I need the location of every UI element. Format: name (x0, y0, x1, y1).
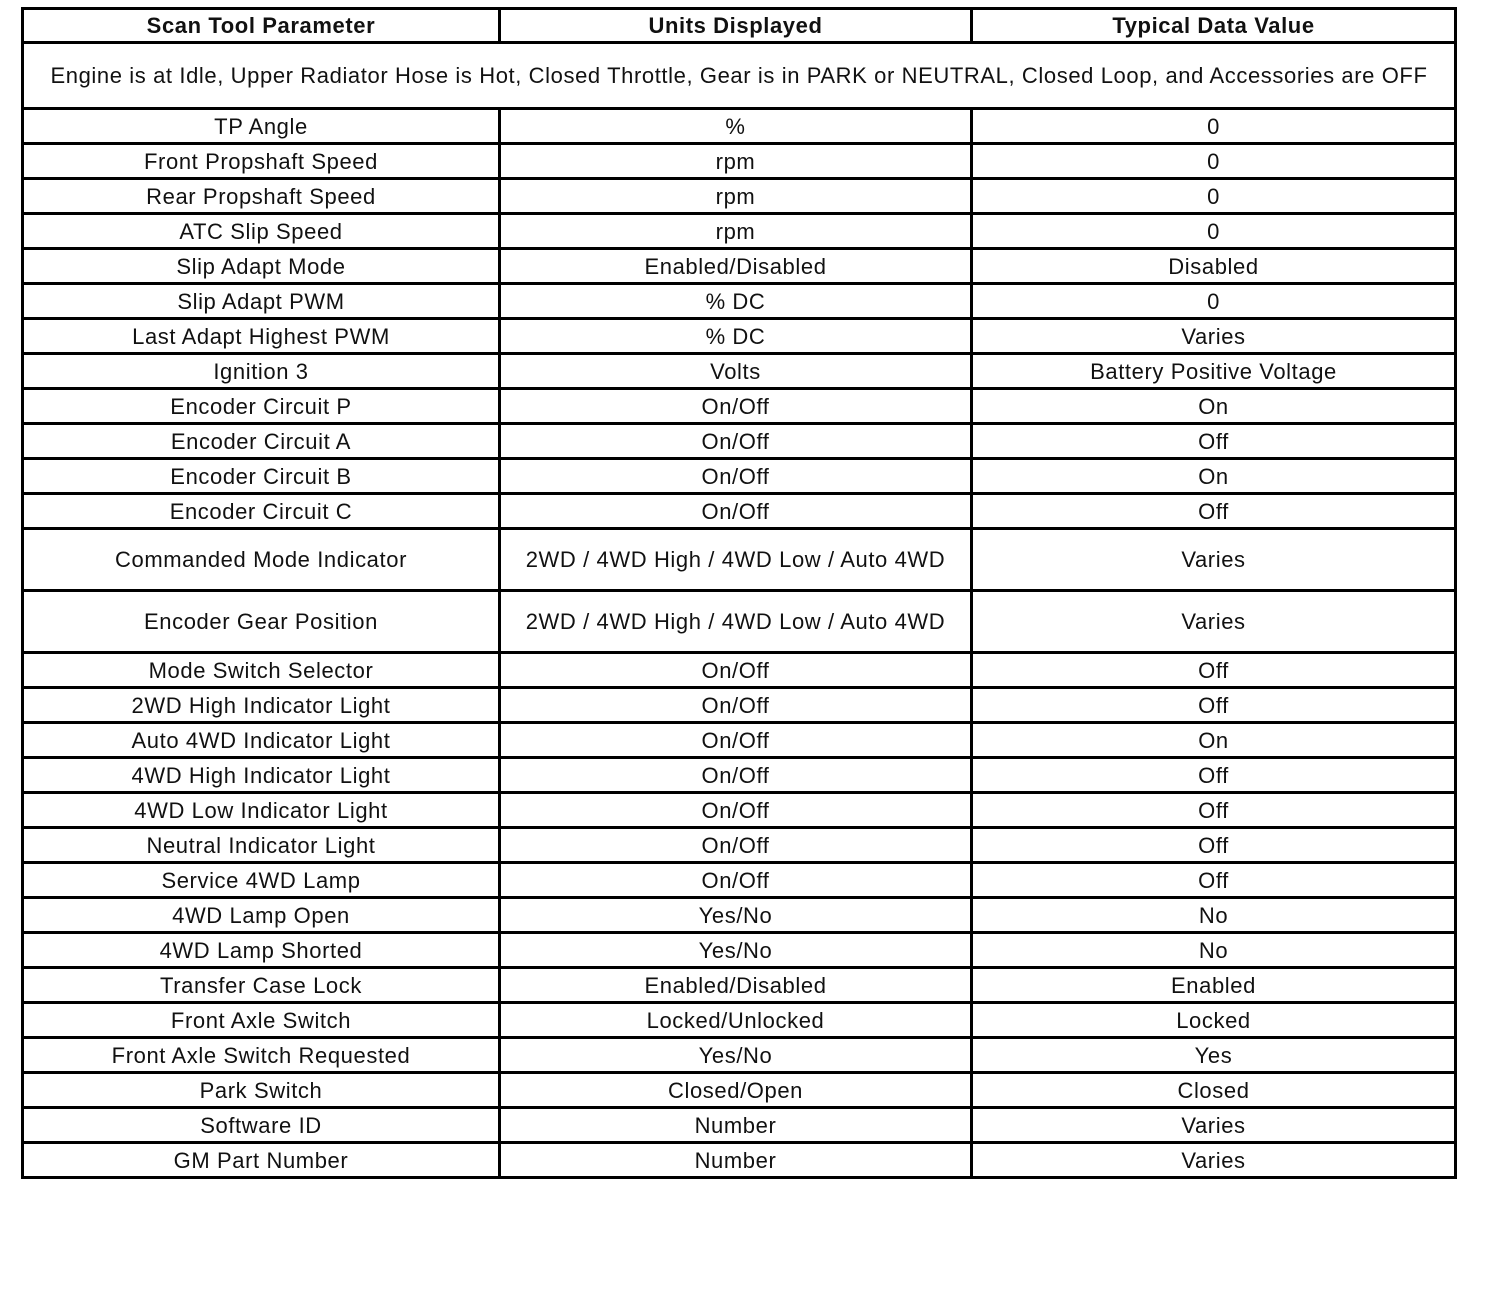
value-cell: Yes (972, 1038, 1456, 1073)
table-row (23, 179, 1456, 214)
header-parameter: Scan Tool Parameter (23, 9, 500, 43)
parameter-cell: Last Adapt Highest PWM (23, 319, 500, 354)
value-cell: Varies (972, 1108, 1456, 1143)
parameter-cell: Software ID (23, 1108, 500, 1143)
units-cell: On/Off (500, 459, 972, 494)
condition-text: Engine is at Idle, Upper Radiator Hose is Hot, Closed Throttle, Gear is in PARK or NEUTRAL, Closed Loop, and Accessories are OFF (23, 43, 1456, 109)
table-row (23, 758, 1456, 793)
table-row (23, 933, 1456, 968)
units-cell: On/Off (500, 828, 972, 863)
header-row (23, 9, 1456, 43)
units-cell: rpm (500, 214, 972, 249)
parameter-cell: Encoder Circuit P (23, 389, 500, 424)
header-units: Units Displayed (500, 9, 972, 43)
parameter-cell: Neutral Indicator Light (23, 828, 500, 863)
value-cell: Enabled (972, 968, 1456, 1003)
value-cell: No (972, 933, 1456, 968)
value-cell: Off (972, 793, 1456, 828)
condition-row (23, 43, 1456, 109)
parameter-cell: Slip Adapt Mode (23, 249, 500, 284)
parameter-cell: Rear Propshaft Speed (23, 179, 500, 214)
table-row (23, 1143, 1456, 1178)
parameter-cell: 2WD High Indicator Light (23, 688, 500, 723)
table-row (23, 284, 1456, 319)
units-cell: On/Off (500, 494, 972, 529)
units-cell: Number (500, 1108, 972, 1143)
parameter-cell: Front Axle Switch Requested (23, 1038, 500, 1073)
units-cell: On/Off (500, 863, 972, 898)
parameter-cell: 4WD Low Indicator Light (23, 793, 500, 828)
value-cell: On (972, 389, 1456, 424)
parameter-cell: ATC Slip Speed (23, 214, 500, 249)
units-cell: Number (500, 1143, 972, 1178)
table-row (23, 144, 1456, 179)
header-value: Typical Data Value (972, 9, 1456, 43)
value-cell: Closed (972, 1073, 1456, 1108)
table-row (23, 828, 1456, 863)
table-row (23, 968, 1456, 1003)
parameter-cell: Front Propshaft Speed (23, 144, 500, 179)
value-cell: Off (972, 863, 1456, 898)
value-cell: No (972, 898, 1456, 933)
value-cell: Off (972, 828, 1456, 863)
units-cell: rpm (500, 144, 972, 179)
table-row (23, 249, 1456, 284)
parameter-cell: Service 4WD Lamp (23, 863, 500, 898)
table-row (23, 494, 1456, 529)
table-row (23, 459, 1456, 494)
units-cell: 2WD / 4WD High / 4WD Low / Auto 4WD (500, 529, 972, 591)
table-row (23, 214, 1456, 249)
units-cell: On/Off (500, 653, 972, 688)
units-cell: On/Off (500, 424, 972, 459)
parameter-cell: Auto 4WD Indicator Light (23, 723, 500, 758)
value-cell: On (972, 723, 1456, 758)
units-cell: Yes/No (500, 1038, 972, 1073)
table-row (23, 898, 1456, 933)
table-row (23, 863, 1456, 898)
parameter-cell: Encoder Circuit A (23, 424, 500, 459)
parameter-cell: Commanded Mode Indicator (23, 529, 500, 591)
parameter-cell: 4WD Lamp Open (23, 898, 500, 933)
value-cell: 0 (972, 109, 1456, 144)
units-cell: Enabled/Disabled (500, 968, 972, 1003)
table-row (23, 1073, 1456, 1108)
units-cell: 2WD / 4WD High / 4WD Low / Auto 4WD (500, 591, 972, 653)
units-cell: Closed/Open (500, 1073, 972, 1108)
table-row (23, 688, 1456, 723)
parameter-cell: 4WD High Indicator Light (23, 758, 500, 793)
parameter-cell: Park Switch (23, 1073, 500, 1108)
table-row (23, 723, 1456, 758)
units-cell: Yes/No (500, 933, 972, 968)
parameter-cell: Encoder Gear Position (23, 591, 500, 653)
parameter-cell: Transfer Case Lock (23, 968, 500, 1003)
table-row (23, 1108, 1456, 1143)
units-cell: On/Off (500, 793, 972, 828)
units-cell: Yes/No (500, 898, 972, 933)
parameter-cell: Ignition 3 (23, 354, 500, 389)
parameter-cell: Encoder Circuit C (23, 494, 500, 529)
parameter-cell: Encoder Circuit B (23, 459, 500, 494)
value-cell: 0 (972, 214, 1456, 249)
value-cell: Off (972, 653, 1456, 688)
units-cell: % DC (500, 284, 972, 319)
value-cell: Locked (972, 1003, 1456, 1038)
units-cell: Locked/Unlocked (500, 1003, 972, 1038)
parameter-cell: GM Part Number (23, 1143, 500, 1178)
table-row (23, 424, 1456, 459)
units-cell: % (500, 109, 972, 144)
parameter-cell: Mode Switch Selector (23, 653, 500, 688)
units-cell: On/Off (500, 688, 972, 723)
parameter-cell: TP Angle (23, 109, 500, 144)
units-cell: % DC (500, 319, 972, 354)
value-cell: Battery Positive Voltage (972, 354, 1456, 389)
table-row (23, 653, 1456, 688)
value-cell: Varies (972, 1143, 1456, 1178)
table-row (23, 591, 1456, 653)
parameter-cell: Slip Adapt PWM (23, 284, 500, 319)
value-cell: Varies (972, 529, 1456, 591)
parameter-cell: 4WD Lamp Shorted (23, 933, 500, 968)
units-cell: On/Off (500, 723, 972, 758)
units-cell: Enabled/Disabled (500, 249, 972, 284)
value-cell: Off (972, 424, 1456, 459)
units-cell: rpm (500, 179, 972, 214)
scan-tool-data-table (21, 7, 1457, 1179)
value-cell: Off (972, 758, 1456, 793)
value-cell: On (972, 459, 1456, 494)
value-cell: 0 (972, 144, 1456, 179)
value-cell: Off (972, 688, 1456, 723)
table-row (23, 389, 1456, 424)
value-cell: Varies (972, 591, 1456, 653)
units-cell: On/Off (500, 758, 972, 793)
value-cell: Varies (972, 319, 1456, 354)
units-cell: On/Off (500, 389, 972, 424)
units-cell: Volts (500, 354, 972, 389)
table-row (23, 793, 1456, 828)
table-row (23, 354, 1456, 389)
table-row (23, 109, 1456, 144)
table-row (23, 529, 1456, 591)
table-row (23, 319, 1456, 354)
value-cell: Off (972, 494, 1456, 529)
table-row (23, 1003, 1456, 1038)
table-row (23, 1038, 1456, 1073)
value-cell: Disabled (972, 249, 1456, 284)
value-cell: 0 (972, 284, 1456, 319)
value-cell: 0 (972, 179, 1456, 214)
parameter-cell: Front Axle Switch (23, 1003, 500, 1038)
